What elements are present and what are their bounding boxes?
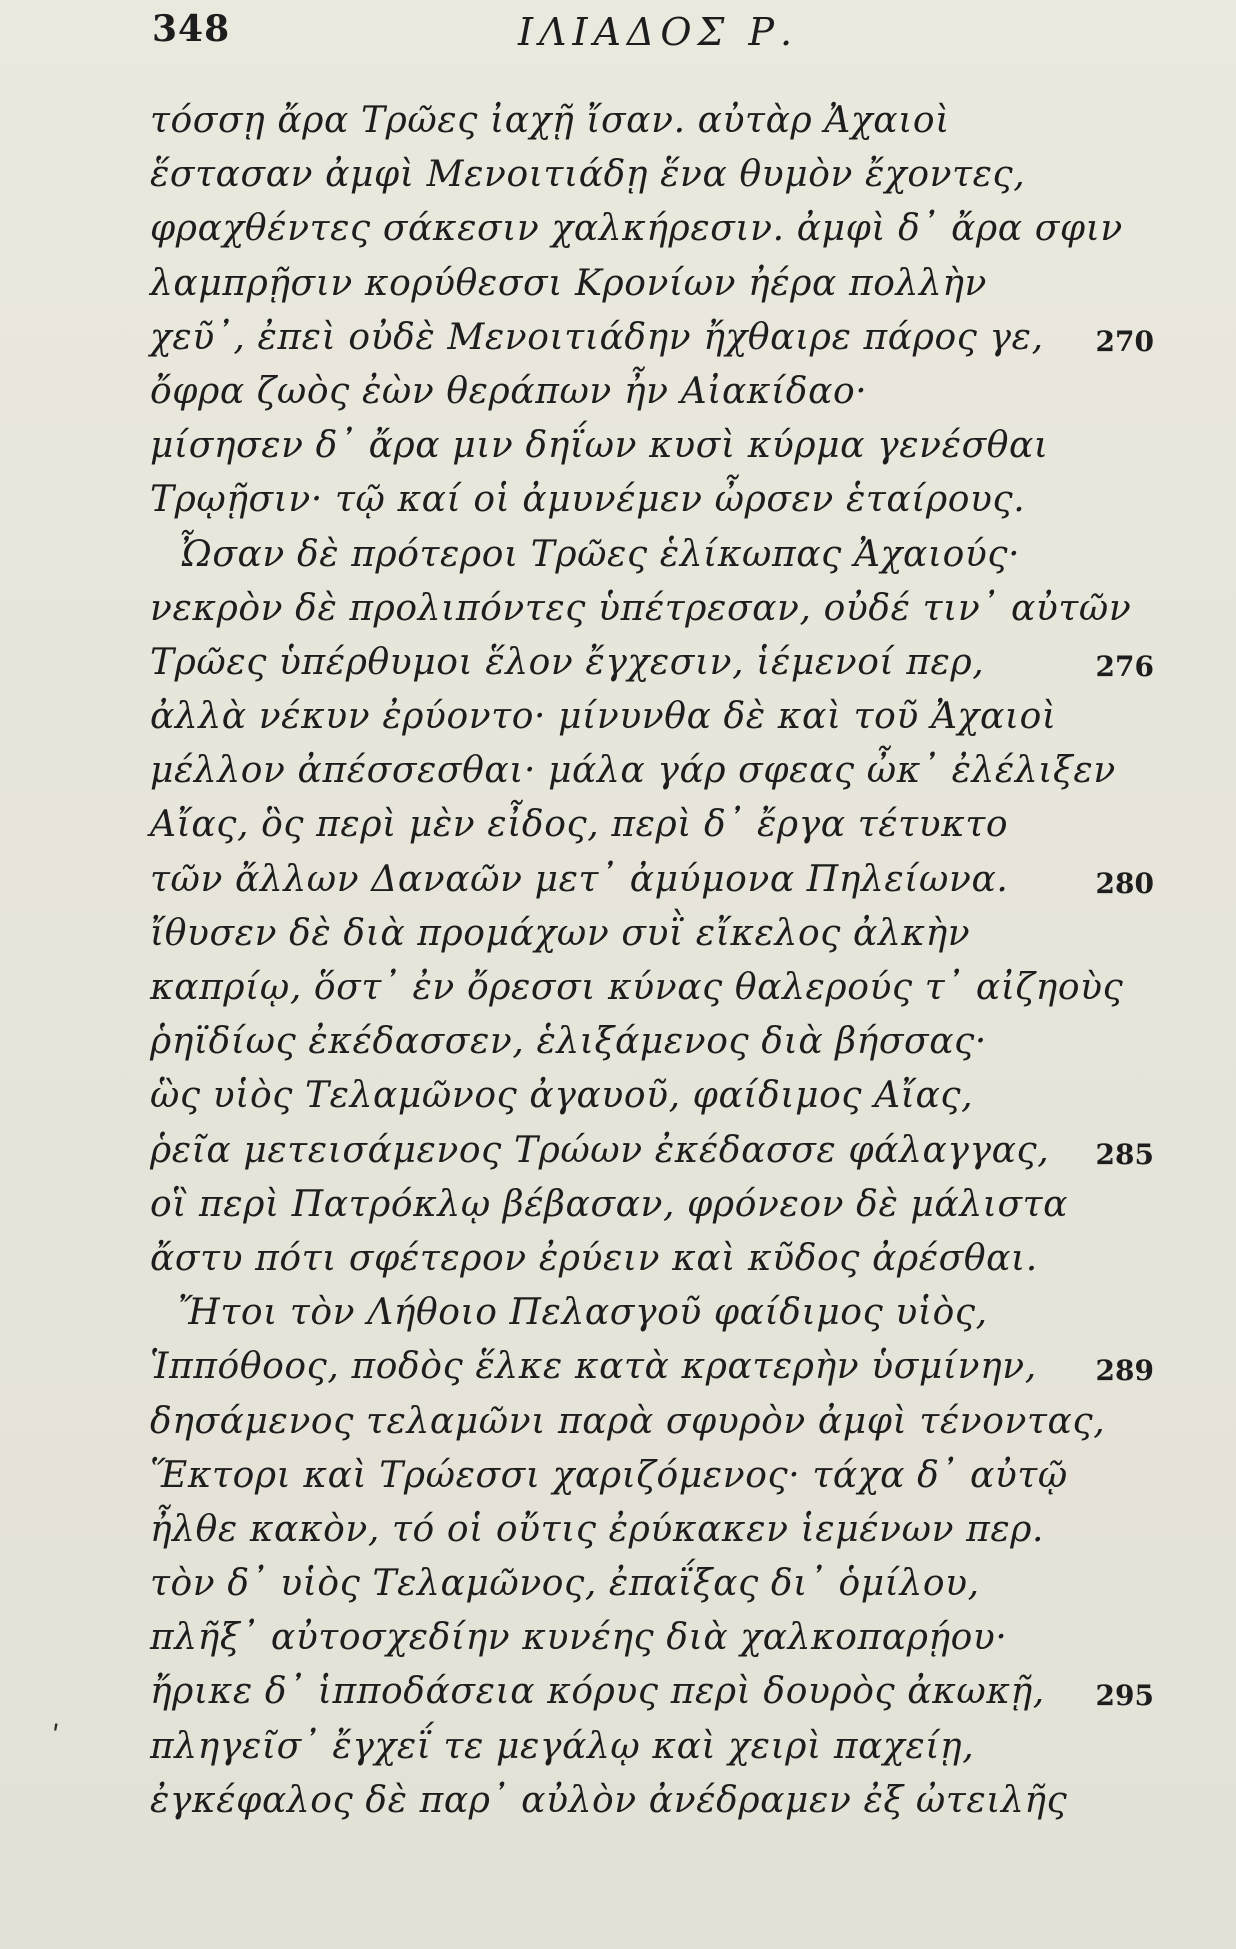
page-number: 348 [152, 8, 231, 50]
verse-line [0, 419, 1236, 473]
verse-text: χεῦ᾽, ἐπεὶ οὐδὲ Μενοιτιάδην ἤχθαιρε πάρος γε, [150, 316, 1044, 358]
verse-text: ὣς υἱὸς Τελαμῶνος ἀγαυοῦ, φαίδιμος Αἴας, [150, 1075, 974, 1117]
verse-line [0, 257, 1236, 311]
verse-text: λαμπρῇσιν κορύθεσσι Κρονίων ἠέρα πολλὴν [150, 262, 988, 304]
verse-line [0, 1340, 1236, 1394]
verse-line [0, 961, 1236, 1015]
verse-line [0, 1069, 1236, 1123]
verse-text: Ἤτοι τὸν Λήθοιο Πελασγοῦ φαίδιμος υἱὸς, [178, 1292, 988, 1334]
verse-text: καπρίῳ, ὅστ᾽ ἐν ὄρεσσι κύνας θαλερούς τ᾽ αἰζηοὺς [150, 967, 1124, 1008]
verse-line [0, 1015, 1236, 1069]
verse-text: νεκρὸν δὲ προλιπόντες ὑπέτρεσαν, οὐδέ τιν᾽ αὐτῶν [150, 587, 1132, 629]
verse-text: ἕστασαν ἀμφὶ Μενοιτιάδῃ ἕνα θυμὸν ἔχοντες, [150, 154, 1026, 196]
verse-text: Ἕκτορι καὶ Τρώεσσι χαριζόμενος· τάχα δ᾽ αὐτῷ [150, 1454, 1068, 1496]
verse-line [0, 1124, 1236, 1178]
verse-line [0, 1232, 1236, 1286]
line-number: 280 [1095, 866, 1154, 900]
margin-mark: ʹ [52, 1720, 60, 1753]
verse-line [0, 1665, 1236, 1719]
verse-text: ἀλλὰ νέκυν ἐρύοντο· μίνυνθα δὲ καὶ τοῦ Ἀχαιοὶ [150, 696, 1057, 738]
running-title: ΙΛΙΑΔΟΣ Ρ. [518, 10, 799, 54]
verse-line [0, 1449, 1236, 1503]
verse-text: φραχθέντες σάκεσιν χαλκήρεσιν. ἀμφὶ δ᾽ ἄρα σφιν [150, 208, 1123, 250]
verse-line [0, 636, 1236, 690]
verse-text: ἐγκέφαλος δὲ παρ᾽ αὐλὸν ἀνέδραμεν ἐξ ὠτειλῆς [150, 1779, 1068, 1821]
verse-text: Τρῳῇσιν· τῷ καί οἱ ἀμυνέμεν ὦρσεν ἑταίρους. [150, 479, 1026, 521]
verse-text: ἦλθε κακὸν, τό οἱ οὔτις ἐρύκακεν ἱεμένων περ. [150, 1508, 1045, 1550]
verse-line [0, 1611, 1236, 1665]
verse-text: μέλλον ἀπέσσεσθαι· μάλα γάρ σφεας ὦκ᾽ ἐλέλιξεν [150, 750, 1116, 792]
verse-text: ἄστυ πότι σφέτερον ἐρύειν καὶ κῦδος ἀρέσθαι. [150, 1237, 1038, 1279]
verse-line [0, 582, 1236, 636]
verse-line [0, 202, 1236, 256]
verse-line [0, 1286, 1236, 1340]
verse-line [0, 798, 1236, 852]
line-number: 295 [1095, 1679, 1154, 1713]
verse-line [0, 528, 1236, 582]
line-number: 285 [1095, 1137, 1154, 1171]
verse-text: τὸν δ᾽ υἱὸς Τελαμῶνος, ἐπαΐξας δι᾽ ὁμίλου, [150, 1563, 980, 1605]
line-number: 276 [1095, 649, 1154, 683]
verse-text: οἳ περὶ Πατρόκλῳ βέβασαν, φρόνεον δὲ μάλιστα [150, 1183, 1069, 1225]
verse-line [0, 744, 1236, 798]
verse-text: ὄφρα ζωὸς ἐὼν θεράπων ἦν Αἰακίδαο· [150, 370, 868, 412]
verse-block [0, 94, 1236, 1828]
verse-line [0, 365, 1236, 419]
verse-text: μίσησεν δ᾽ ἄρα μιν δηΐων κυσὶ κύρμα γενέσθαι [150, 425, 1049, 467]
verse-line [0, 1178, 1236, 1232]
line-number: 270 [1095, 324, 1154, 358]
verse-text: πληγεῖσ᾽ ἔγχεΐ τε μεγάλῳ καὶ χειρὶ παχείῃ, [150, 1725, 975, 1767]
verse-line [0, 853, 1236, 907]
verse-text: Ἱππόθοος, ποδὸς ἕλκε κατὰ κρατερὴν ὑσμίνην, [150, 1346, 1037, 1388]
verse-text: Τρῶες ὑπέρθυμοι ἕλον ἔγχεσιν, ἱέμενοί περ, [150, 641, 985, 683]
verse-line [0, 1395, 1236, 1449]
verse-line [0, 1774, 1236, 1828]
verse-text: ῥεῖα μετεισάμενος Τρώων ἐκέδασσε φάλαγγας, [150, 1129, 1050, 1171]
verse-line [0, 148, 1236, 202]
verse-text: τόσσῃ ἄρα Τρῶες ἰαχῇ ἴσαν. αὐτὰρ Ἀχαιοὶ [150, 100, 950, 141]
verse-text: ῥηϊδίως ἐκέδασσεν, ἑλιξάμενος διὰ βήσσας· [150, 1021, 987, 1063]
verse-line [0, 1503, 1236, 1557]
verse-line [0, 1720, 1236, 1774]
verse-text: Αἴας, ὃς περὶ μὲν εἶδος, περὶ δ᾽ ἔργα τέτυκτο [150, 804, 1009, 846]
verse-line [0, 907, 1236, 961]
verse-line [0, 94, 1236, 148]
line-number: 289 [1095, 1354, 1154, 1388]
verse-line [0, 690, 1236, 744]
verse-line [0, 311, 1236, 365]
verse-line [0, 1557, 1236, 1611]
verse-text: ἤρικε δ᾽ ἱπποδάσεια κόρυς περὶ δουρὸς ἀκωκῇ, [150, 1671, 1045, 1713]
verse-text: Ὦσαν δὲ πρότεροι Τρῶες ἑλίκωπας Ἀχαιούς· [178, 533, 1021, 575]
verse-text: δησάμενος τελαμῶνι παρὰ σφυρὸν ἀμφὶ τένοντας, [150, 1400, 1106, 1442]
verse-line [0, 473, 1236, 527]
verse-text: τῶν ἄλλων Δαναῶν μετ᾽ ἀμύμονα Πηλείωνα. [150, 858, 1009, 900]
verse-text: πλῆξ᾽ αὐτοσχεδίην κυνέης διὰ χαλκοπαρῄου· [150, 1617, 1008, 1659]
verse-text: ἴθυσεν δὲ διὰ προμάχων συῒ εἴκελος ἀλκὴν [150, 912, 971, 954]
